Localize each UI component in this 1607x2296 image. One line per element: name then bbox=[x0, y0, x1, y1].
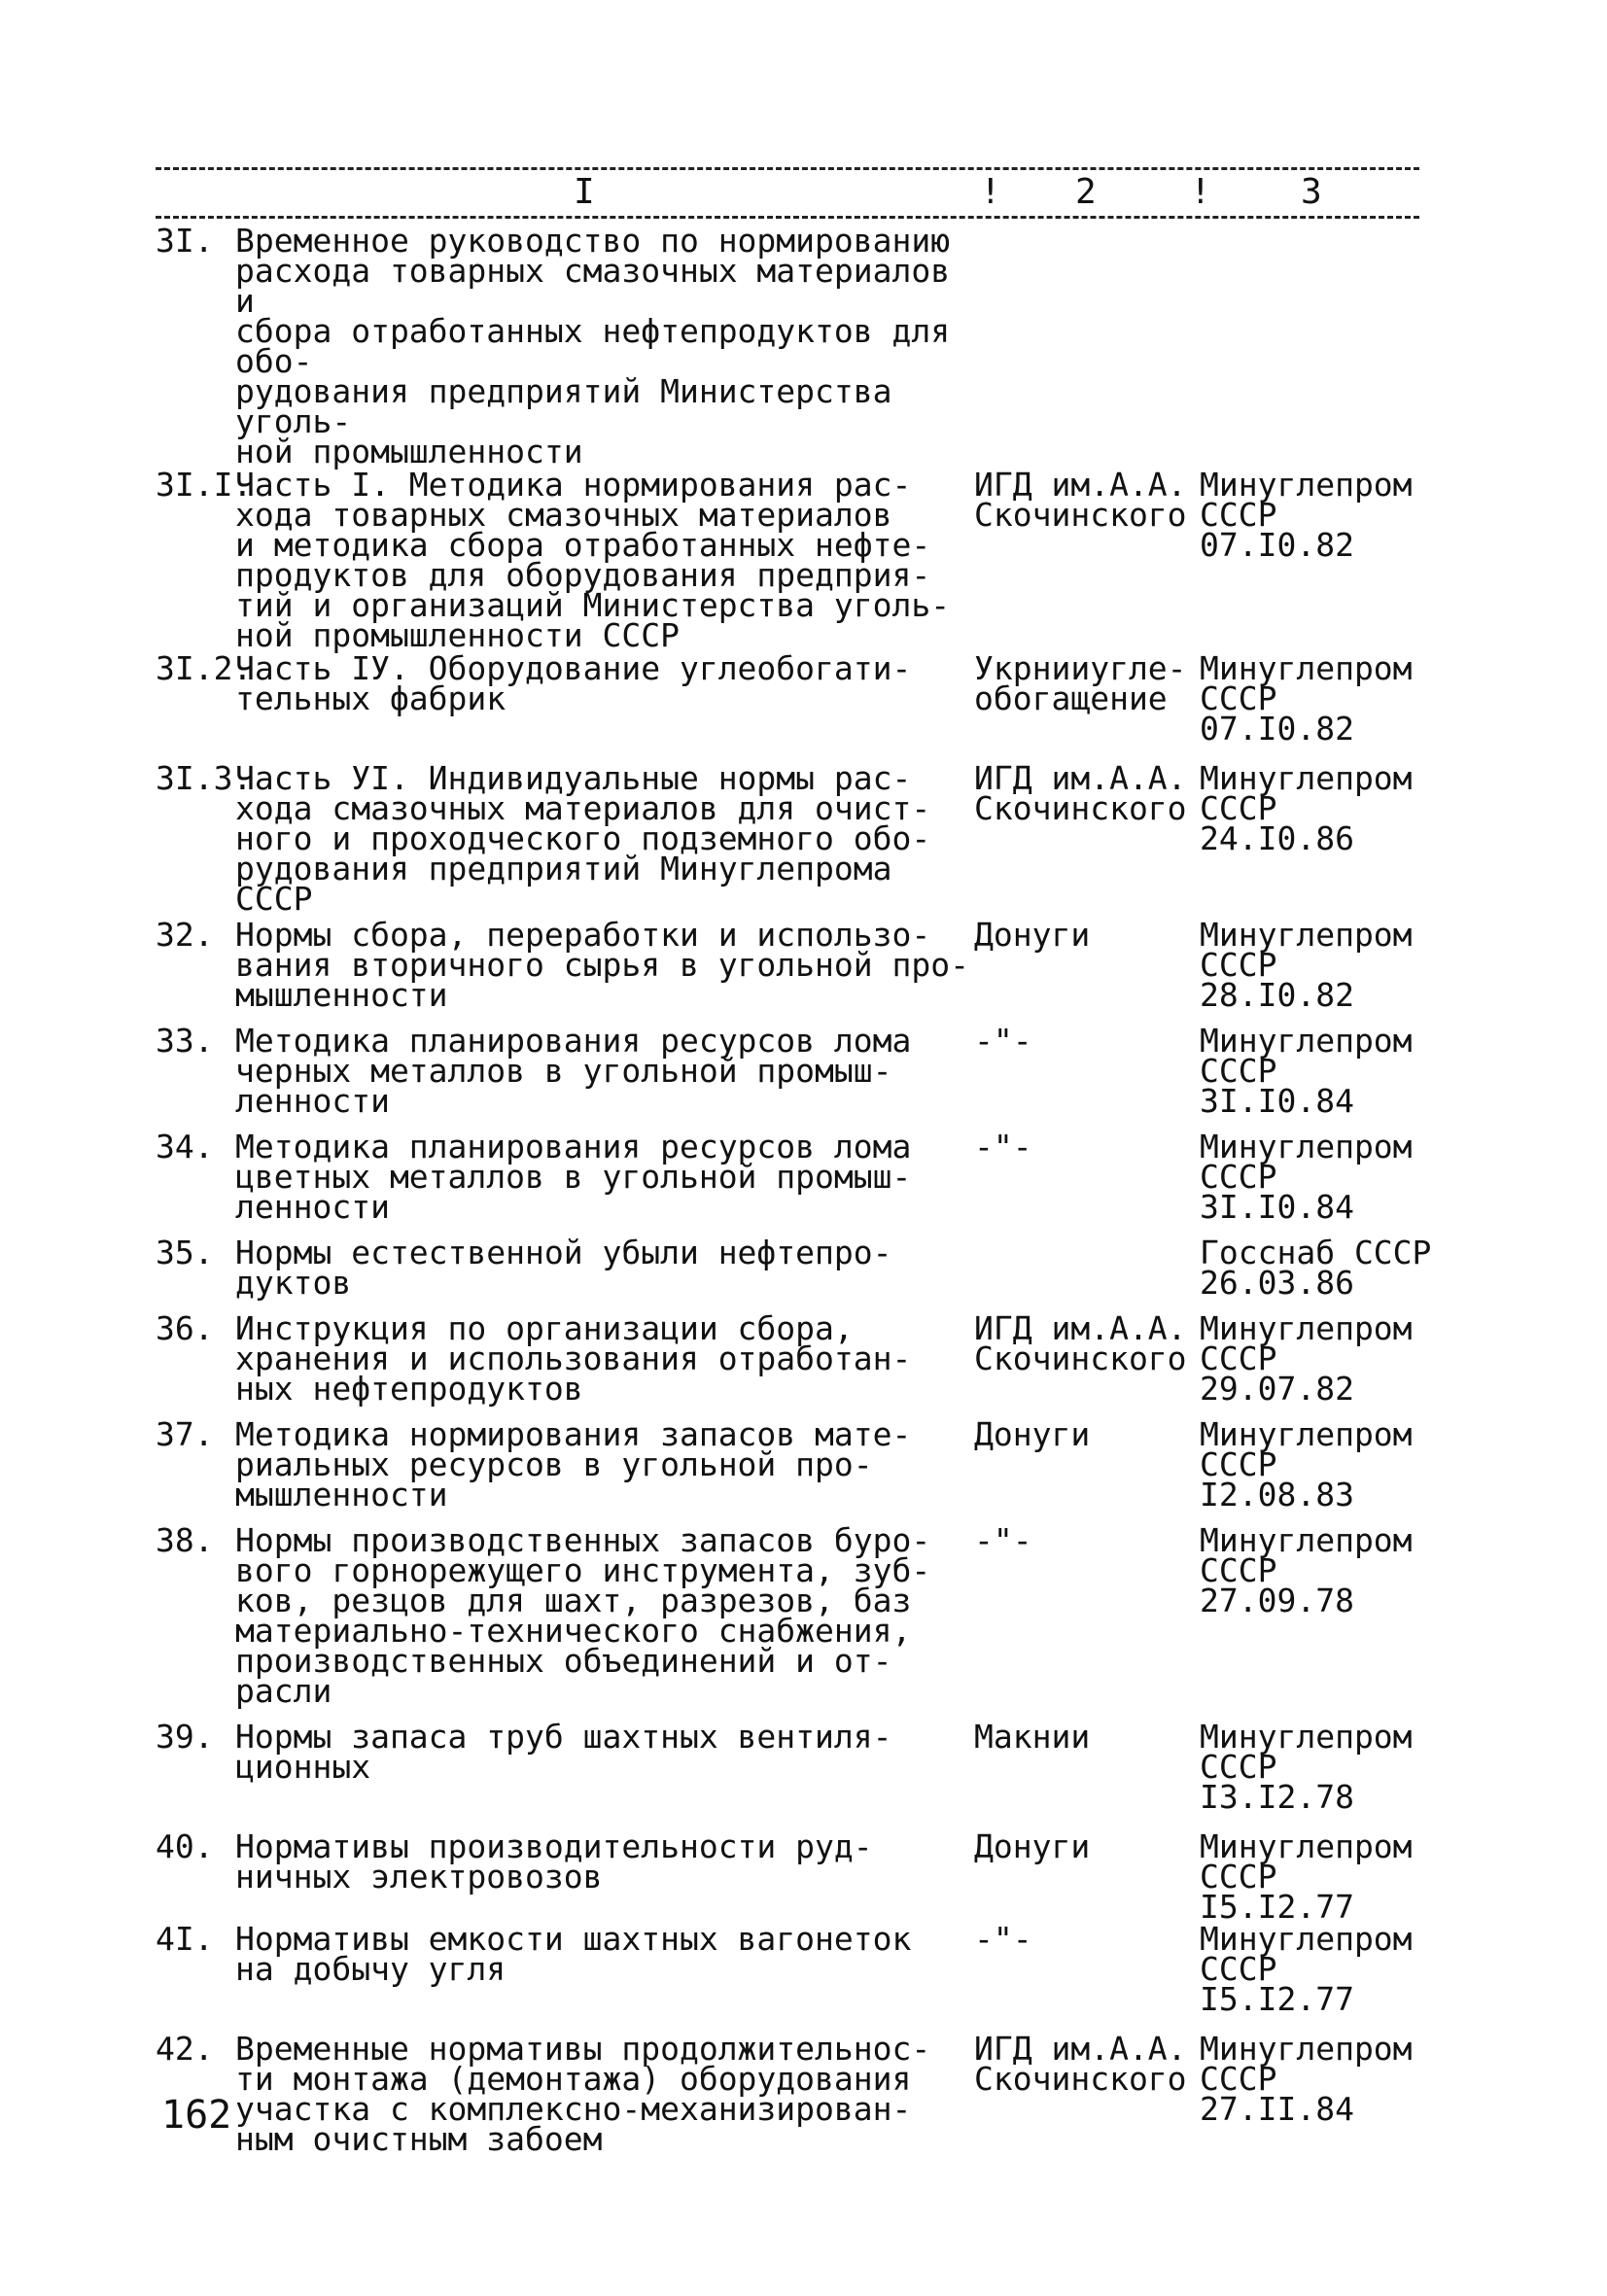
table-row bbox=[156, 1234, 1449, 1302]
header-sep1: ! bbox=[980, 172, 1001, 212]
row-approval: Минуглепром СССР I3.I2.78 bbox=[1200, 1718, 1413, 1816]
table-row bbox=[156, 1415, 1449, 1513]
row-organization: ИГД им.А.А. Скочинского bbox=[974, 466, 1187, 534]
row-title: Методика планирования ресурсов лома цветных металлов в угольной промыш- ленности bbox=[235, 1128, 912, 1226]
row-number: 37. bbox=[156, 1415, 214, 1453]
header-sep2: ! bbox=[1190, 172, 1211, 212]
row-approval: Минуглепром СССР 3I.I0.84 bbox=[1200, 1022, 1413, 1120]
page-number: 162 bbox=[161, 2093, 232, 2138]
header-col2: 2 bbox=[1075, 172, 1097, 212]
table-row bbox=[156, 2030, 1449, 2158]
row-organization: Донуги bbox=[974, 1827, 1091, 1865]
table-row bbox=[156, 759, 1449, 918]
table-header bbox=[156, 171, 1419, 214]
header-top-rule bbox=[156, 167, 1419, 170]
row-number: 3I.2. bbox=[156, 649, 253, 687]
row-number: 39. bbox=[156, 1718, 214, 1756]
table-row bbox=[156, 1827, 1449, 1926]
header-bottom-rule bbox=[156, 216, 1419, 219]
row-approval: Минуглепром СССР I5.I2.77 bbox=[1200, 1920, 1413, 2018]
row-organization: ИГД им.А.А. Скочинского bbox=[974, 2030, 1187, 2098]
row-approval: Минуглепром СССР 27.II.84 bbox=[1200, 2030, 1413, 2128]
row-title: Временное руководство по нормированию расхода товарных смазочных материалов и сбора отработанных нефтепродуктов для обо- рудования предприятий Министерства уголь- ной промышленности bbox=[235, 222, 951, 470]
row-title: Нормы запаса труб шахтных вентиля- ционных bbox=[235, 1718, 892, 1786]
table-body bbox=[156, 222, 1449, 2158]
table-row bbox=[156, 649, 1449, 748]
row-approval: Минуглепром СССР 07.I0.82 bbox=[1200, 649, 1413, 748]
table-row bbox=[156, 1920, 1449, 2018]
header-col3: 3 bbox=[1301, 172, 1322, 212]
row-number: 4I. bbox=[156, 1920, 214, 1958]
row-title: Нормы производственных запасов буро- вого горнорежущего инструмента, зуб- ков, резцов для шахт, разрезов, баз материально-технического снабжения, производственных объединений и от- расли bbox=[235, 1521, 931, 1710]
row-organization: ИГД им.А.А. Скочинского bbox=[974, 759, 1187, 827]
row-approval: Минуглепром СССР I2.08.83 bbox=[1200, 1415, 1413, 1513]
row-number: 3I.3. bbox=[156, 759, 253, 797]
row-approval: Минуглепром СССР I5.I2.77 bbox=[1200, 1827, 1413, 1926]
row-number: 3I.I. bbox=[156, 466, 253, 504]
row-organization: Макнии bbox=[974, 1718, 1091, 1756]
row-approval: Минуглепром СССР 28.I0.82 bbox=[1200, 916, 1413, 1014]
row-organization: -"- bbox=[974, 1128, 1032, 1165]
table-row bbox=[156, 1718, 1449, 1816]
row-number: 33. bbox=[156, 1022, 214, 1060]
row-number: 40. bbox=[156, 1827, 214, 1865]
table-row bbox=[156, 1128, 1449, 1226]
row-approval: Госснаб СССР 26.03.86 bbox=[1200, 1234, 1432, 1302]
table-row bbox=[156, 222, 1449, 470]
row-approval: Минуглепром СССР 24.I0.86 bbox=[1200, 759, 1413, 857]
table-row bbox=[156, 1022, 1449, 1120]
row-title: Методика нормирования запасов мате- риальных ресурсов в угольной про- мышленности bbox=[235, 1415, 912, 1513]
row-number: 3I. bbox=[156, 222, 214, 260]
row-number: 34. bbox=[156, 1128, 214, 1165]
row-number: 32. bbox=[156, 916, 214, 954]
row-number: 42. bbox=[156, 2030, 214, 2068]
row-title: Нормы сбора, переработки и использо- вания вторичного сырья в угольной про- мышленности bbox=[235, 916, 969, 1014]
row-organization: ИГД им.А.А. Скочинского bbox=[974, 1309, 1187, 1377]
row-approval: Минуглепром СССР 27.09.78 bbox=[1200, 1521, 1413, 1619]
row-title: Инструкция по организации сбора, хранения и использования отработан- ных нефтепродуктов bbox=[235, 1309, 912, 1408]
row-number: 35. bbox=[156, 1234, 214, 1271]
row-title: Часть УI. Индивидуальные нормы рас- хода смазочных материалов для очист- ного и проходческого подземного обо- рудования предприятий Минуглепрома СССР bbox=[235, 759, 931, 918]
row-approval: Минуглепром СССР 29.07.82 bbox=[1200, 1309, 1413, 1408]
row-title: Нормы естественной убыли нефтепро- дуктов bbox=[235, 1234, 892, 1302]
row-approval: Минуглепром СССР 07.I0.82 bbox=[1200, 466, 1413, 564]
header-col1: I bbox=[574, 172, 595, 212]
row-organization: -"- bbox=[974, 1521, 1032, 1559]
row-organization: -"- bbox=[974, 1022, 1032, 1060]
row-title: Нормативы емкости шахтных вагонеток на добычу угля bbox=[235, 1920, 912, 1988]
row-approval: Минуглепром СССР 3I.I0.84 bbox=[1200, 1128, 1413, 1226]
row-number: 36. bbox=[156, 1309, 214, 1347]
row-title: Часть I. Методика нормирования рас- хода товарных смазочных материалов и методика сбора отработанных нефте- продуктов для оборудования предприя- тий и организаций Министерства уголь- ной промышленности СССР bbox=[235, 466, 951, 654]
row-organization: Укрнииугле- обогащение bbox=[974, 649, 1187, 717]
table-row bbox=[156, 1521, 1449, 1710]
table-row bbox=[156, 466, 1449, 654]
table-row bbox=[156, 916, 1449, 1014]
row-organization: -"- bbox=[974, 1920, 1032, 1958]
row-title: Методика планирования ресурсов лома черных металлов в угольной промыш- ленности bbox=[235, 1022, 912, 1120]
row-title: Часть IУ. Оборудование углеобогати- тельных фабрик bbox=[235, 649, 912, 717]
row-organization: Донуги bbox=[974, 1415, 1091, 1453]
table-row bbox=[156, 1309, 1449, 1408]
row-title: Нормативы производительности руд- ничных электровозов bbox=[235, 1827, 873, 1896]
row-title: Временные нормативы продолжительнос- ти монтажа (демонтажа) оборудования участка с комплексно-механизирован- ным очистным забоем bbox=[235, 2030, 931, 2158]
row-organization: Донуги bbox=[974, 916, 1091, 954]
row-number: 38. bbox=[156, 1521, 214, 1559]
